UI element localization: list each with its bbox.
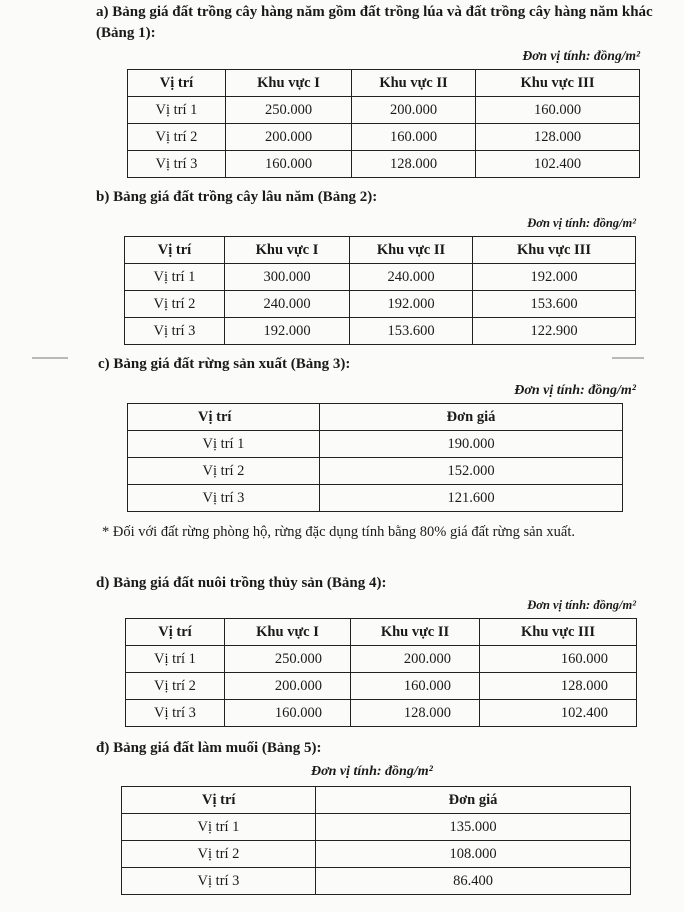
header-cell: Khu vực I bbox=[226, 70, 352, 97]
table-header-row bbox=[125, 237, 636, 264]
section-heading-bang-3: c) Bảng giá đất rừng sản xuất (Bảng 3): bbox=[98, 356, 351, 372]
header-cell: Khu vực III bbox=[480, 619, 637, 646]
section-heading-bang-1: a) Bảng giá đất trồng cây hàng năm gồm đất trồng lúa và đất trồng cây hàng năm khác (Bảng 1): bbox=[96, 4, 653, 41]
table-row bbox=[122, 868, 631, 895]
table-cell: 128.000 bbox=[352, 151, 476, 178]
table-cell: 160.000 bbox=[225, 700, 351, 727]
table-cell: 153.600 bbox=[350, 318, 473, 345]
table-cell: Vị trí 3 bbox=[125, 318, 225, 345]
table-cell: 86.400 bbox=[316, 868, 631, 895]
table-cell: 102.400 bbox=[480, 700, 637, 727]
header-cell: Khu vực II bbox=[351, 619, 480, 646]
table-row bbox=[126, 646, 637, 673]
header-cell: Đơn giá bbox=[320, 404, 623, 431]
table-cell: 153.600 bbox=[473, 291, 636, 318]
table-cell: Vị trí 1 bbox=[126, 646, 225, 673]
table-cell: Vị trí 2 bbox=[128, 458, 320, 485]
price-table-bang-1 bbox=[127, 69, 640, 178]
table-cell: 121.600 bbox=[320, 485, 623, 512]
table-cell: Vị trí 1 bbox=[128, 431, 320, 458]
table-cell: Vị trí 2 bbox=[125, 291, 225, 318]
table-cell: 128.000 bbox=[351, 700, 480, 727]
table-cell: 192.000 bbox=[350, 291, 473, 318]
price-table-bang-3 bbox=[127, 403, 623, 512]
table-cell: Vị trí 1 bbox=[122, 814, 316, 841]
header-cell: Khu vực III bbox=[473, 237, 636, 264]
table-cell: 200.000 bbox=[226, 124, 352, 151]
table-cell: 122.900 bbox=[473, 318, 636, 345]
section-heading-bang-2: b) Bảng giá đất trồng cây lâu năm (Bảng 2): bbox=[96, 189, 378, 205]
table-cell: 102.400 bbox=[476, 151, 640, 178]
table-cell: 190.000 bbox=[320, 431, 623, 458]
unit-label-bang-4: Đơn vị tính: đồng/m² bbox=[527, 598, 636, 612]
table-cell: 240.000 bbox=[350, 264, 473, 291]
table-row bbox=[128, 431, 623, 458]
table-cell: 152.000 bbox=[320, 458, 623, 485]
header-cell: Khu vực II bbox=[352, 70, 476, 97]
table-row bbox=[122, 814, 631, 841]
header-cell: Vị trí bbox=[125, 237, 225, 264]
table-cell: Vị trí 3 bbox=[122, 868, 316, 895]
table-cell: Vị trí 2 bbox=[128, 124, 226, 151]
table-row bbox=[125, 318, 636, 345]
table-cell: Vị trí 2 bbox=[126, 673, 225, 700]
table-row bbox=[122, 841, 631, 868]
header-cell: Vị trí bbox=[128, 70, 226, 97]
table-cell: 160.000 bbox=[352, 124, 476, 151]
table-cell: 128.000 bbox=[480, 673, 637, 700]
section-heading-bang-5: đ) Bảng giá đất làm muối (Bảng 5): bbox=[96, 740, 322, 756]
table-cell: 160.000 bbox=[476, 97, 640, 124]
table-cell: 192.000 bbox=[473, 264, 636, 291]
table-row bbox=[128, 97, 640, 124]
table-cell: 160.000 bbox=[226, 151, 352, 178]
table-cell: 200.000 bbox=[225, 673, 351, 700]
footnote-rung-phong-ho: * Đối với đất rừng phòng hộ, rừng đặc dụng tính bằng 80% giá đất rừng sản xuất. bbox=[102, 524, 576, 540]
header-cell: Đơn giá bbox=[316, 787, 631, 814]
price-table-bang-4 bbox=[125, 618, 637, 727]
table-row bbox=[125, 291, 636, 318]
price-table-bang-5 bbox=[121, 786, 631, 895]
header-cell: Vị trí bbox=[122, 787, 316, 814]
table-cell: 160.000 bbox=[351, 673, 480, 700]
table-cell: 250.000 bbox=[226, 97, 352, 124]
table-cell: Vị trí 3 bbox=[128, 151, 226, 178]
unit-label-bang-2: Đơn vị tính: đồng/m² bbox=[527, 216, 636, 230]
header-cell: Khu vực I bbox=[225, 237, 350, 264]
price-table-bang-2 bbox=[124, 236, 636, 345]
header-cell: Khu vực II bbox=[350, 237, 473, 264]
header-cell: Vị trí bbox=[128, 404, 320, 431]
table-row bbox=[126, 673, 637, 700]
table-row bbox=[128, 458, 623, 485]
table-header-row bbox=[128, 70, 640, 97]
table-cell: 160.000 bbox=[480, 646, 637, 673]
table-cell: 250.000 bbox=[225, 646, 351, 673]
table-cell: Vị trí 3 bbox=[126, 700, 225, 727]
table-header-row bbox=[128, 404, 623, 431]
table-row bbox=[128, 124, 640, 151]
scan-artifact-divider bbox=[32, 357, 68, 359]
table-cell: 192.000 bbox=[225, 318, 350, 345]
table-row bbox=[128, 485, 623, 512]
unit-label-bang-3: Đơn vị tính: đồng/m² bbox=[514, 383, 636, 398]
table-cell: 200.000 bbox=[352, 97, 476, 124]
table-cell: 240.000 bbox=[225, 291, 350, 318]
table-header-row bbox=[122, 787, 631, 814]
table-cell: 135.000 bbox=[316, 814, 631, 841]
unit-label-bang-5: Đơn vị tính: đồng/m² bbox=[311, 764, 433, 779]
header-cell: Khu vực I bbox=[225, 619, 351, 646]
table-cell: Vị trí 2 bbox=[122, 841, 316, 868]
header-cell: Vị trí bbox=[126, 619, 225, 646]
section-heading-bang-4: d) Bảng giá đất nuôi trồng thủy sản (Bảng 4): bbox=[96, 575, 387, 591]
table-row bbox=[125, 264, 636, 291]
unit-label-bang-1: Đơn vị tính: đồng/m² bbox=[522, 48, 640, 63]
table-cell: 108.000 bbox=[316, 841, 631, 868]
table-row bbox=[128, 151, 640, 178]
table-cell: Vị trí 1 bbox=[128, 97, 226, 124]
table-cell: 300.000 bbox=[225, 264, 350, 291]
table-cell: Vị trí 1 bbox=[125, 264, 225, 291]
table-header-row bbox=[126, 619, 637, 646]
table-cell: 200.000 bbox=[351, 646, 480, 673]
table-row bbox=[126, 700, 637, 727]
table-cell: Vị trí 3 bbox=[128, 485, 320, 512]
header-cell: Khu vực III bbox=[476, 70, 640, 97]
table-cell: 128.000 bbox=[476, 124, 640, 151]
